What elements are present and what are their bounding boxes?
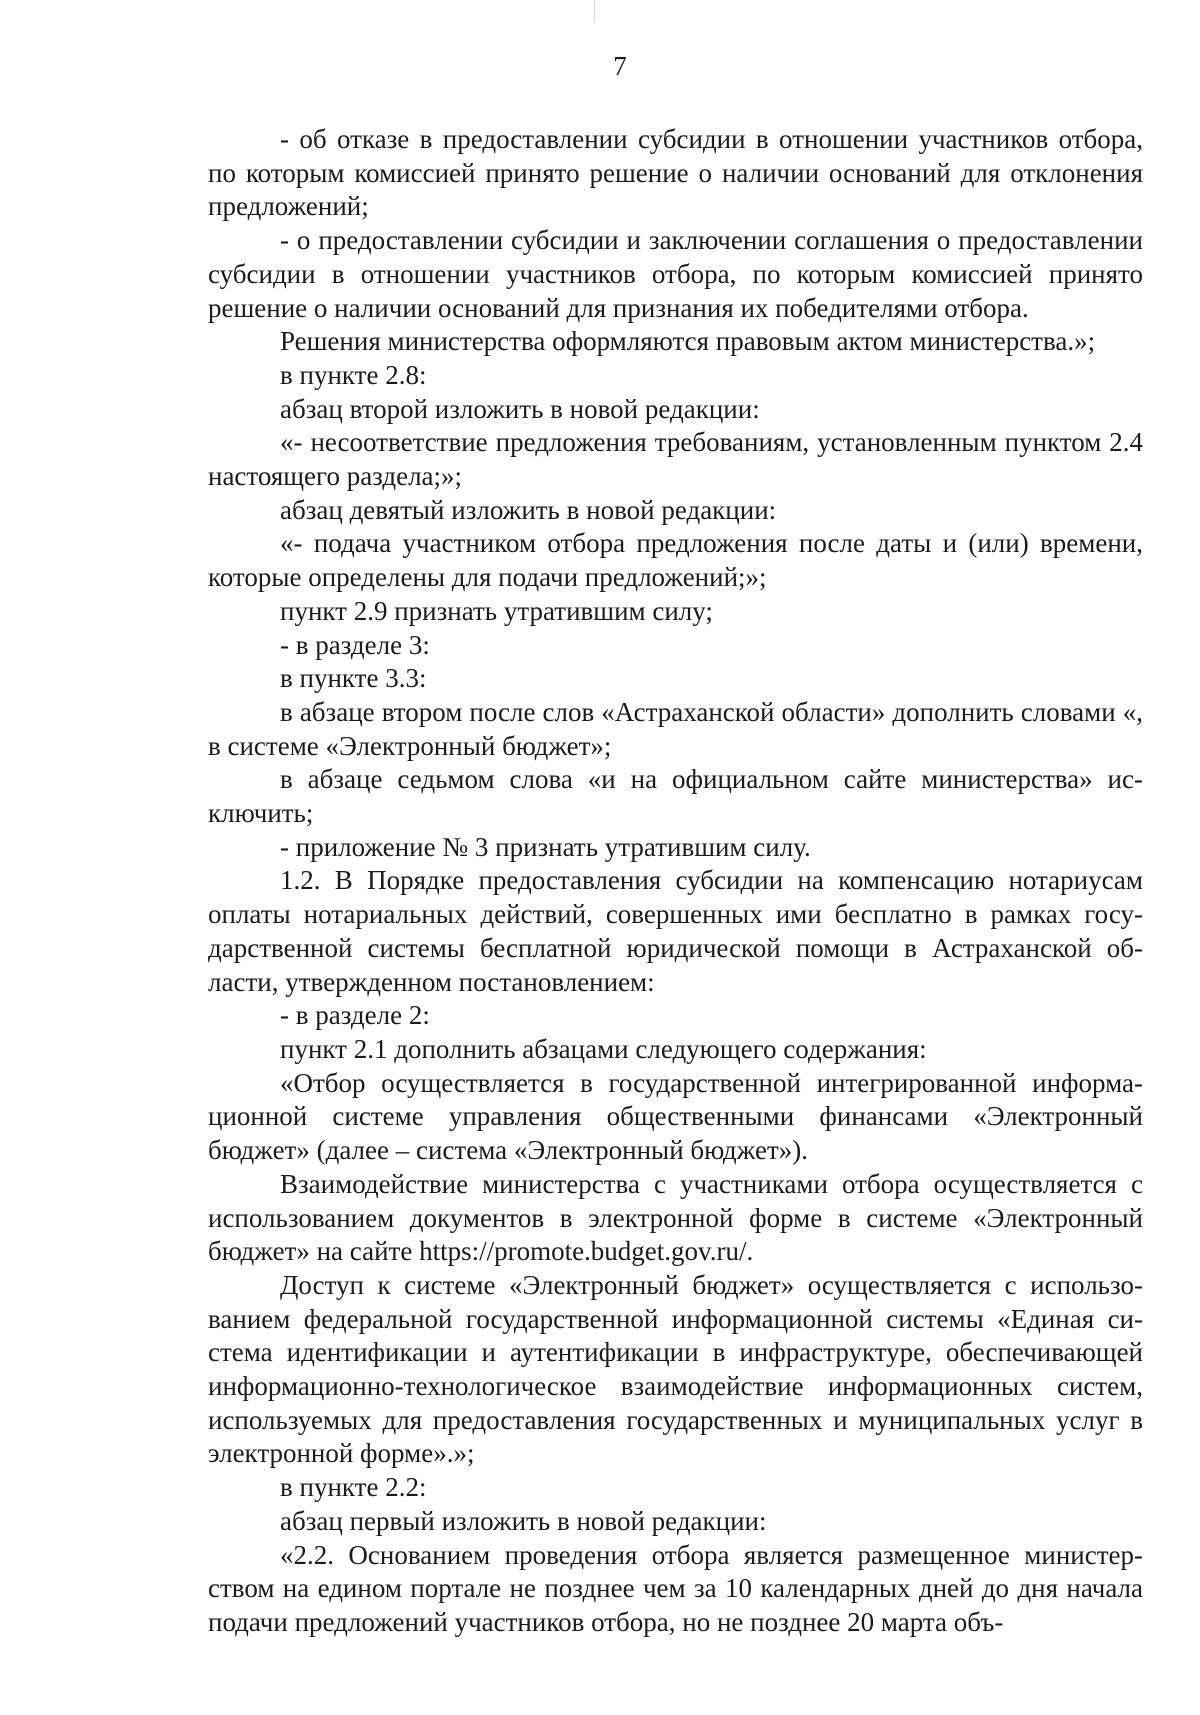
scan-artifact [594,0,595,22]
paragraph: в абзаце втором после слов «Астраханской области» дополнить словами «, в системе «Электронный бюджет»; [208,696,1143,761]
paragraph: в абзаце седьмом слова «и на официальном сайте министерства» исключить; [208,764,1143,829]
paragraph: пункт 2.9 признать утратившим силу; [280,595,713,626]
paragraph: Взаимодействие министерства с участниками отбора осуществляется с использованием документов в электронной форме в системе «Электронный бюджет» на сайте https://promote.budget.gov.ru/. [208,1168,1143,1267]
paragraph: пункт 2.1 дополнить абзацами следующего содержания: [280,1033,927,1064]
paragraph: Доступ к системе «Электронный бюджет» осуществляется с использованием федеральной государственной информационной системы «Единая система идентификации и аутентификации в инфраструктуре, обеспечивающей информационно-технологическое взаимодействие информационных систем, используемых для предоставления государственных и муниципальных услуг в электронной форме».»; [208,1269,1143,1469]
paragraph: «- подача участником отбора предложения после даты и (или) времени, которые определены для подачи предложений;»; [208,528,1143,593]
paragraph: - в разделе 2: [280,1000,430,1031]
document-body [208,123,1143,1640]
paragraph: - об отказе в предоставлении субсидии в отношении участников отбора, по которым комиссией принято решение о наличии оснований для отклонения предложений; [208,124,1143,222]
paragraph: Решения министерства оформляются правовым актом министерства.»; [280,326,1096,357]
paragraph: в пункте 2.2: [280,1472,427,1503]
paragraph: «2.2. Основанием проведения отбора является размещенное министерством на едином портале не позднее чем за 10 календарных дней до дня начала подачи предложений участников отбора, но не позднее 20 марта объ- [208,1539,1143,1637]
paragraph: абзац первый изложить в новой редакции: [280,1505,767,1536]
paragraph: абзац девятый изложить в новой редакции: [280,494,777,525]
paragraph: «Отбор осуществляется в государственной интегрированной информационной системе управления общественными финансами «Электронный бюджет» (далее – система «Электронный бюджет»). [208,1067,1143,1166]
paragraph: - в разделе 3: [280,629,430,660]
paragraph: «- несоответствие предложения требованиям, установленным пунктом 2.4 настоящего раздела;»; [208,427,1143,492]
paragraph: 1.2. В Порядке предоставления субсидии на компенсацию нотариусам оплаты нотариальных действий, совершенных ими бесплатно в рамках государственной системы бесплатной юридической помощи в Астраханской области, утвержденном постановлением: [208,865,1143,997]
paragraph: в пункте 3.3: [280,663,427,694]
paragraph: в пункте 2.8: [280,359,427,390]
paragraph: абзац второй изложить в новой редакции: [280,393,760,424]
paragraph: - о предоставлении субсидии и заключении соглашения о предоставлении субсидии в отношении участников отбора, по которым комиссией принято решение о наличии оснований для признания их победителями отбора. [208,225,1143,323]
paragraph: - приложение № 3 признать утратившим силу. [280,831,811,862]
page-number: 7 [613,51,627,81]
